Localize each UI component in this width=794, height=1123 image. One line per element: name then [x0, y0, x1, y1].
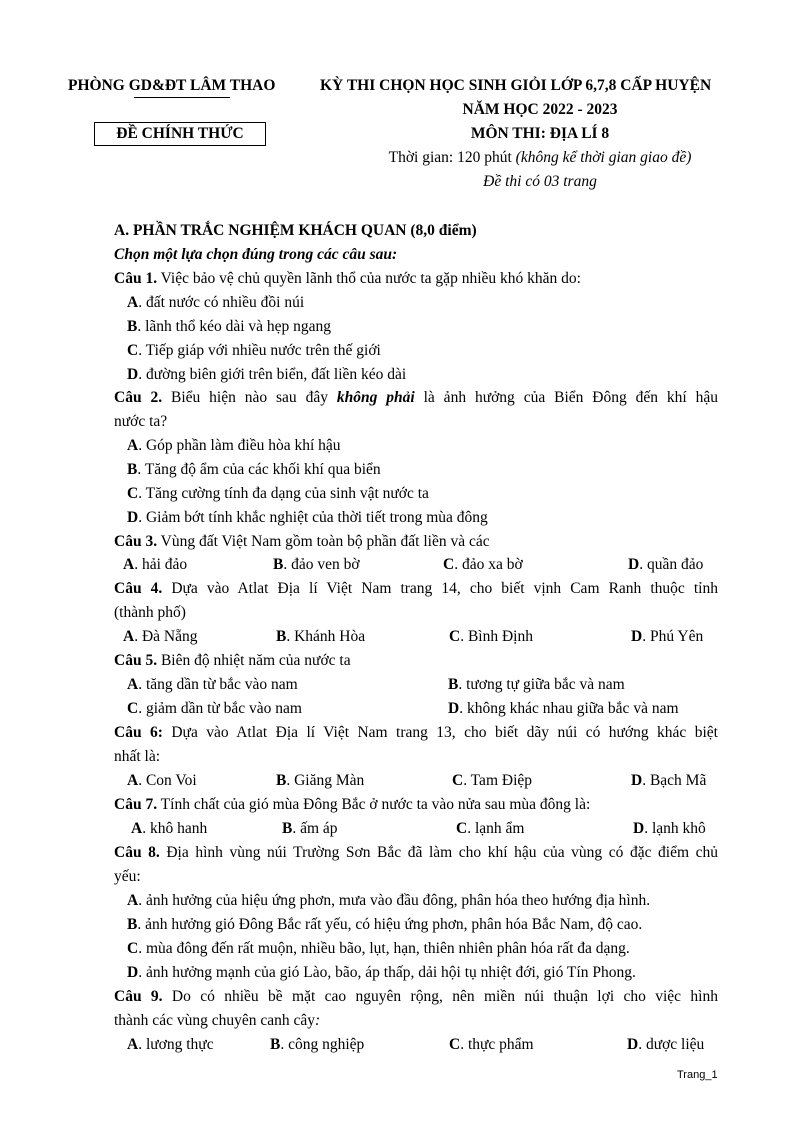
- question-1: [114, 267, 718, 291]
- school-year: NĂM HỌC 2022 - 2023: [462, 101, 618, 118]
- q1-option-d: [127, 363, 406, 387]
- dept-underline: [134, 97, 230, 98]
- opt-text: . ấm áp: [292, 820, 338, 837]
- opt-letter: B: [276, 628, 287, 645]
- question-9: [114, 985, 718, 1009]
- q-text: Dựa vào Atlat Địa lí Việt Nam trang 13, cho biết dãy núi có hướng khác biệt: [162, 724, 718, 741]
- q1-option-c: [127, 339, 381, 363]
- q8-option-d: [127, 961, 636, 985]
- q5-option-d: [448, 697, 679, 721]
- time-line: [320, 149, 760, 167]
- opt-letter: D: [127, 964, 139, 981]
- opt-text: . Phú Yên: [642, 628, 704, 645]
- opt-text: . Giăng Màn: [286, 772, 365, 789]
- q9-option-d: [627, 1033, 704, 1057]
- opt-letter: A: [127, 1036, 139, 1053]
- opt-letter: A: [127, 437, 139, 454]
- opt-letter: A: [131, 820, 143, 837]
- opt-text: . mùa đông đến rất muộn, nhiều bão, lụt, hạn, thiên nhiên phân hóa rất đa dạng.: [138, 940, 630, 957]
- opt-letter: D: [448, 700, 460, 717]
- opt-text: . đất nước có nhiều đồi núi: [138, 294, 305, 311]
- opt-letter: C: [127, 485, 139, 502]
- q-text: là ảnh hưởng của Biển Đông đến khí hậu: [414, 389, 718, 406]
- opt-text: . không khác nhau giữa bắc và nam: [459, 700, 679, 717]
- opt-text: . lương thực: [138, 1036, 214, 1053]
- q-label: Câu 5.: [114, 652, 158, 669]
- question-4: [114, 577, 718, 601]
- opt-text: . Bạch Mã: [642, 772, 707, 789]
- q9-option-c: [449, 1033, 534, 1057]
- opt-letter: B: [448, 676, 459, 693]
- time-note: (không kể thời gian giao đề): [515, 149, 692, 166]
- opt-letter: C: [456, 820, 468, 837]
- opt-letter: C: [127, 940, 139, 957]
- q5-option-a: [127, 673, 298, 697]
- opt-letter: B: [127, 318, 138, 335]
- opt-text: . Tăng cường tính đa dạng của sinh vật nước ta: [138, 485, 429, 502]
- q-text: Dựa vào Atlat Địa lí Việt Nam trang 14, cho biết vịnh Cam Ranh thuộc tỉnh: [162, 580, 718, 597]
- opt-text: . ảnh hưởng gió Đông Bắc rất yếu, có hiệu ứng phơn, phân hóa Bắc Nam, độ cao.: [137, 916, 643, 933]
- official-box: ĐỀ CHÍNH THỨC: [94, 122, 266, 146]
- q-text: Vùng đất Việt Nam gồm toàn bộ phần đất liền và các: [157, 533, 490, 550]
- q-label: Câu 7.: [114, 796, 158, 813]
- opt-text: . khô hanh: [142, 820, 208, 837]
- question-5: [114, 649, 718, 673]
- q5-option-c: [127, 697, 302, 721]
- question-2: [114, 386, 718, 410]
- opt-letter: D: [127, 366, 139, 383]
- q4-option-d: [631, 625, 703, 649]
- question-4-cont: (thành phố): [114, 604, 186, 621]
- q3-option-c: [443, 553, 523, 577]
- q8-option-c: [127, 937, 630, 961]
- exam-title: KỲ THI CHỌN HỌC SINH GIỎI LỚP 6,7,8 CẤP HUYỆN: [320, 77, 712, 94]
- subject: MÔN THI: ĐỊA LÍ 8: [470, 125, 610, 142]
- opt-letter: D: [628, 556, 640, 573]
- opt-text: . Khánh Hòa: [286, 628, 366, 645]
- question-6: [114, 721, 718, 745]
- opt-text: . đảo ven bờ: [283, 556, 360, 573]
- opt-text: . Tăng độ ẩm của các khối khí qua biển: [137, 461, 381, 478]
- question-2-cont: nước ta?: [114, 413, 168, 430]
- q8-option-b: [127, 913, 642, 937]
- opt-text: . dược liệu: [638, 1036, 705, 1053]
- opt-text: . tương tự giữa bắc và nam: [458, 676, 625, 693]
- q7-option-c: [456, 817, 524, 841]
- opt-text: . quần đảo: [639, 556, 704, 573]
- opt-letter: C: [127, 700, 139, 717]
- q-text: thành các vùng chuyên canh cây: [114, 1012, 315, 1029]
- opt-text: . tăng dần từ bắc vào nam: [138, 676, 298, 693]
- opt-text: . giảm dần từ bắc vào nam: [138, 700, 302, 717]
- opt-text: . Tam Điệp: [463, 772, 532, 789]
- opt-letter: D: [631, 628, 643, 645]
- q-text: Biên độ nhiệt năm của nước ta: [157, 652, 351, 669]
- opt-letter: B: [270, 1036, 281, 1053]
- question-8-cont: yếu:: [114, 868, 141, 885]
- question-9-cont: [114, 1009, 718, 1033]
- opt-letter: A: [127, 772, 139, 789]
- opt-letter: D: [631, 772, 643, 789]
- question-6-cont: nhất là:: [114, 748, 161, 765]
- q2-option-b: [127, 458, 381, 482]
- opt-letter: B: [127, 461, 138, 478]
- q-label: Câu 8.: [114, 844, 160, 861]
- opt-letter: D: [627, 1036, 639, 1053]
- opt-letter: A: [123, 556, 135, 573]
- q-label: Câu 2.: [114, 389, 163, 406]
- q6-option-d: [631, 769, 706, 793]
- opt-letter: C: [449, 628, 461, 645]
- question-7: [114, 793, 718, 817]
- pages-note: Đề thi có 03 trang: [483, 173, 597, 190]
- q8-option-a: [127, 889, 650, 913]
- opt-letter: A: [127, 294, 139, 311]
- q-label: Câu 1.: [114, 270, 158, 287]
- q6-option-c: [452, 769, 532, 793]
- q3-option-d: [628, 553, 703, 577]
- opt-letter: A: [127, 676, 139, 693]
- section-instruction: Chọn một lựa chọn đúng trong các câu sau:: [114, 246, 398, 263]
- page-number: Trang_1: [677, 1069, 718, 1081]
- opt-text: . lạnh ẩm: [467, 820, 525, 837]
- q7-option-d: [633, 817, 706, 841]
- opt-letter: A: [123, 628, 135, 645]
- opt-letter: C: [127, 342, 139, 359]
- opt-letter: C: [443, 556, 455, 573]
- opt-letter: B: [273, 556, 284, 573]
- opt-letter: C: [452, 772, 464, 789]
- q1-option-b: [127, 315, 331, 339]
- q5-option-b: [448, 673, 625, 697]
- q2-option-d: [127, 506, 488, 530]
- opt-text: . lạnh khô: [644, 820, 706, 837]
- opt-text: . ảnh hưởng của hiệu ứng phơn, mưa vào đầu đông, phân hóa theo hướng địa hình.: [138, 892, 651, 909]
- q-label: Câu 9.: [114, 988, 163, 1005]
- q7-option-b: [282, 817, 338, 841]
- q-text-end: :: [314, 1012, 321, 1029]
- q-label: Câu 6:: [114, 724, 163, 741]
- opt-text: . đường biên giới trên biển, đất liền kéo dài: [138, 366, 407, 383]
- question-8: [114, 841, 718, 865]
- opt-letter: A: [127, 892, 139, 909]
- section-title: A. PHẦN TRẮC NGHIỆM KHÁCH QUAN (8,0 điểm): [114, 222, 477, 239]
- q-text: Địa hình vùng núi Trường Sơn Bắc đã làm cho khí hậu của vùng có đặc điểm chủ: [159, 844, 718, 861]
- opt-text: . hải đảo: [134, 556, 188, 573]
- q-text: Biểu hiện nào sau đây: [162, 389, 337, 406]
- q4-option-a: [123, 625, 197, 649]
- opt-text: . Tiếp giáp với nhiều nước trên thế giới: [138, 342, 381, 359]
- q-emphasis: không phải: [336, 389, 415, 406]
- q9-option-b: [270, 1033, 364, 1057]
- opt-text: . Con Voi: [138, 772, 197, 789]
- q-label: Câu 3.: [114, 533, 158, 550]
- q6-option-a: [127, 769, 197, 793]
- q-label: Câu 4.: [114, 580, 163, 597]
- q-text: Tính chất của gió mùa Đông Bắc ở nước ta vào nửa sau mùa đông là:: [157, 796, 591, 813]
- q9-option-a: [127, 1033, 214, 1057]
- q3-option-a: [123, 553, 187, 577]
- q4-option-c: [449, 625, 533, 649]
- q4-option-b: [276, 625, 365, 649]
- opt-text: . lãnh thổ kéo dài và hẹp ngang: [137, 318, 332, 335]
- opt-text: . Đà Nẵng: [134, 628, 198, 645]
- q7-option-a: [131, 817, 207, 841]
- opt-text: . Góp phần làm điều hòa khí hậu: [138, 437, 341, 454]
- opt-letter: B: [127, 916, 138, 933]
- question-3: [114, 530, 718, 554]
- q-text: Việc bảo vệ chủ quyền lãnh thổ của nước ta gặp nhiều khó khăn do:: [157, 270, 581, 287]
- q2-option-c: [127, 482, 429, 506]
- opt-letter: B: [276, 772, 287, 789]
- q6-option-b: [276, 769, 364, 793]
- dept-name: PHÒNG GD&ĐT LÂM THAO: [68, 77, 276, 94]
- q3-option-b: [273, 553, 360, 577]
- opt-letter: B: [282, 820, 293, 837]
- opt-text: . công nghiệp: [280, 1036, 365, 1053]
- opt-text: . thực phẩm: [460, 1036, 534, 1053]
- q2-option-a: [127, 434, 341, 458]
- opt-text: . Bình Định: [460, 628, 533, 645]
- time-prefix: Thời gian: 120 phút: [388, 149, 516, 166]
- opt-text: . ảnh hưởng mạnh của gió Lào, bão, áp thấp, dải hội tụ nhiệt đới, gió Tín Phong.: [138, 964, 636, 981]
- opt-letter: C: [449, 1036, 461, 1053]
- opt-text: . Giảm bớt tính khắc nghiệt của thời tiết trong mùa đông: [138, 509, 488, 526]
- q1-option-a: [127, 291, 304, 315]
- opt-text: . đảo xa bờ: [454, 556, 523, 573]
- opt-letter: D: [633, 820, 645, 837]
- q-text: Do có nhiều bề mặt cao nguyên rộng, nên miền núi thuận lợi cho việc hình: [162, 988, 718, 1005]
- opt-letter: D: [127, 509, 139, 526]
